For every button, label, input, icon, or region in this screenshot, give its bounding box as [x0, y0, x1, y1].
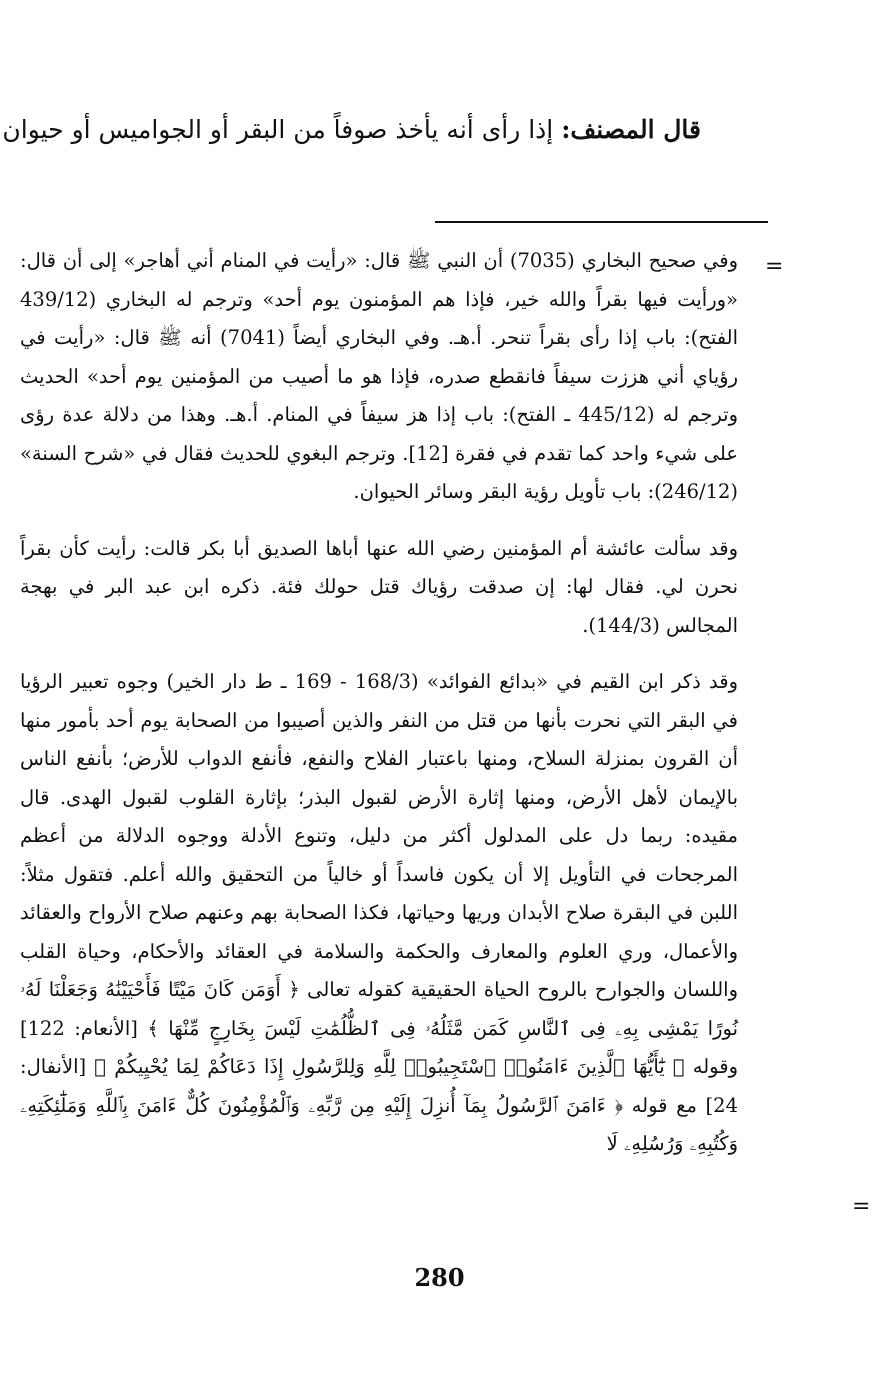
- author-statement-text: إذا رأى أنه يأخذ صوفاً من البقر أو الجواميس أو حيوان: [2, 115, 554, 144]
- continuation-mark-start: =: [765, 254, 784, 279]
- footnote-body: [20, 242, 738, 1182]
- footnote-paragraph: وقد سألت عائشة أم المؤمنين رضي الله عنها أباها الصديق أبا بكر قالت: رأيت كأن بقراً نحرن لي. فقال لها: إن صدقت رؤياك قتل حولك فئة. ذكره ابن عبد البر في بهجة المجالس (144/3).: [20, 536, 738, 637]
- author-statement: [2, 108, 701, 152]
- continuation-mark-end: =: [852, 1194, 871, 1219]
- footnote-paragraph: وفي صحيح البخاري (7035) أن النبي ﷺ قال: «رأيت في المنام أني أهاجر» إلى أن قال: «ورأيت فيها بقراً والله خير، فإذا هم المؤمنون يوم أحد» وترجم له البخاري (439/12 الفتح): باب إذا رأى بقراً تنحر. أ.هـ. وفي البخاري أيضاً (7041) أنه ﷺ قال: «رأيت في رؤياي أني هززت سيفاً فانقطع صدره، فإذا هو ما أصيب من المؤمنين يوم أحد» الحديث وترجم له (445/12 ـ الفتح): باب إذا هز سيفاً في المنام. أ.هـ. وهذا من دلالة عدة رؤى على شيء واحد كما تقدم في فقرة [12]. وترجم البغوي للحديث فقال في «شرح السنة» (246/12): باب تأويل رؤية البقر وسائر الحيوان.: [20, 249, 739, 503]
- footnote-paragraph: وقد ذكر ابن القيم في «بدائع الفوائد» (168/3 - 169 ـ ط دار الخير) وجوه تعبير الرؤيا في البقر التي نحرت بأنها من قتل من النفر والذين أصيبوا من الصحابة يوم أحد بأمور منها أن القرون بمنزلة السلاح، ومنها باعتبار الفلاح والنفع، فأنفع الدواب للأرض؛ بأنفع الناس بالإيمان لأهل الأرض، ومنها إثارة الأرض لقبول البذر؛ بإثارة القلوب لقبول الهدى. قال مقيده: ربما دل على المدلول أكثر من دليل، وتنوع الأدلة ووجوه الدلالة من أعظم المرجحات في التأويل إلا أن يكون فاسداً أو خالياً من التحقيق والله أعلم. فتقول مثلاً: اللبن في البقرة صلاح الأبدان وريها وحياتها، فكذا الصحابة بهم وعنهم صلاح الأرواح والعقائد والأعمال، وري العلوم والمعارف والحكمة والسلامة في العقائد والأحكام، وحياة القلب واللسان والجوارح بالروح الحياة الحقيقية كقوله تعالى ﴿ أَوَمَن كَانَ مَيْتًا فَأَحْيَيْنَٰهُ وَجَعَلْنَا لَهُۥ نُورًا يَمْشِى بِهِۦ فِى ٱلنَّاسِ كَمَن مَّثَلُهُۥ فِى ٱلظُّلُمَٰتِ لَيْسَ بِخَارِجٍ مِّنْهَا ﴾ [الأنعام: 122] وقوله ﴿ يَٰٓأَيُّهَا ٱلَّذِينَ ءَامَنُوا۟ ٱسْتَجِيبُوا۟ لِلَّهِ وَلِلرَّسُولِ إِذَا دَعَاكُمْ لِمَا يُحْيِيكُمْ ﴾ [الأنفال: 24] مع قوله ﴿ ءَامَنَ ٱلرَّسُولُ بِمَآ أُنزِلَ إِلَيْهِ مِن رَّبِّهِۦ وَٱلْمُؤْمِنُونَ كُلٌّ ءَامَنَ بِٱللَّهِ وَمَلَٰٓئِكَتِهِۦ وَكُتُبِهِۦ وَرُسُلِهِۦ لَا: [20, 670, 738, 1155]
- footnote-separator: [435, 221, 768, 223]
- author-label: قال المصنف:: [561, 115, 701, 144]
- page-number: 280: [414, 1263, 465, 1292]
